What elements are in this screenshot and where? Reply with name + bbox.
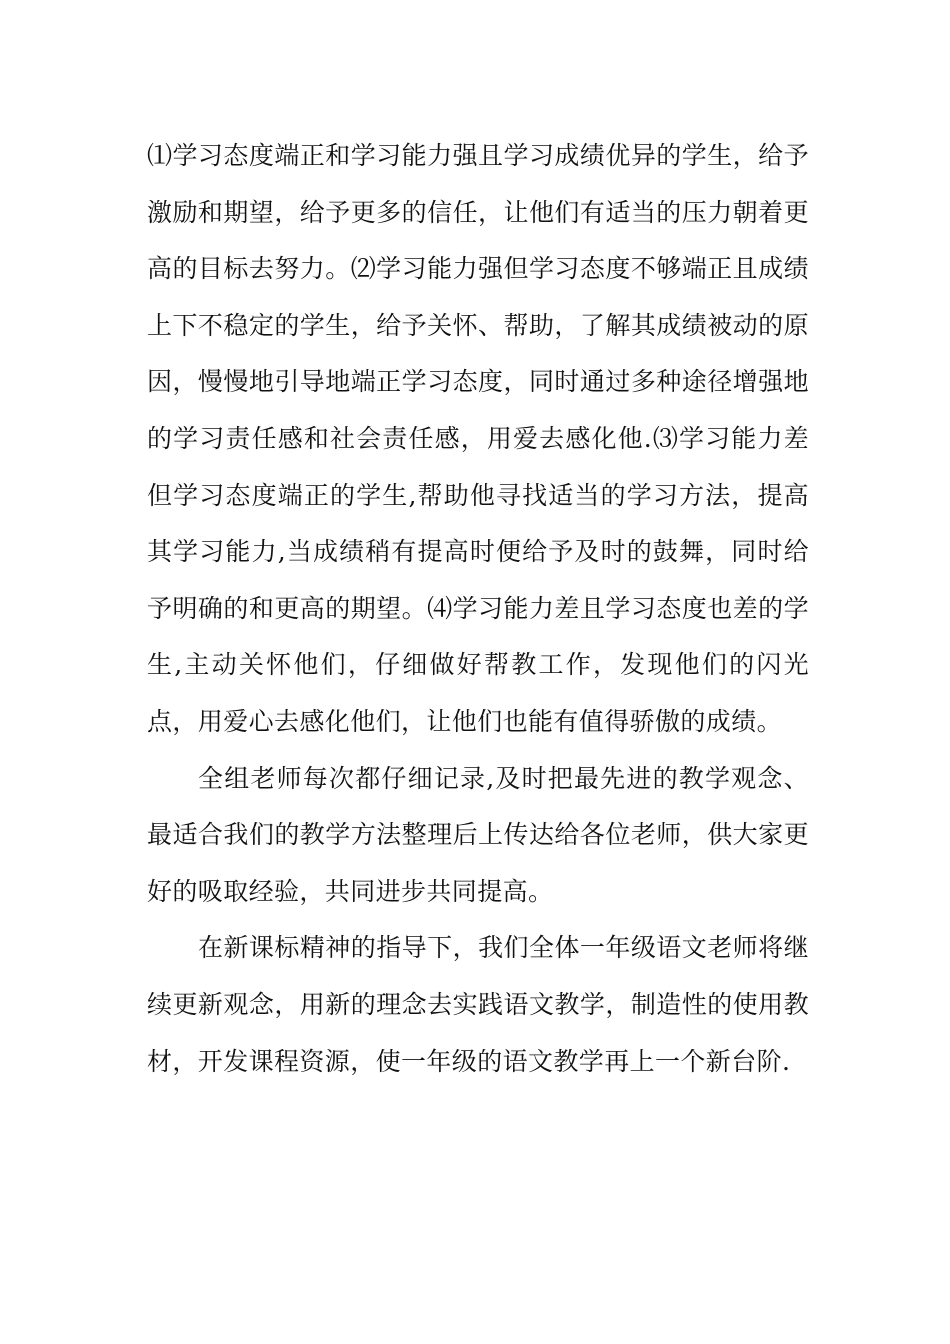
paragraph-teacher-records: 全组老师每次都仔细记录,及时把最先进的教学观念、最适合我们的教学方法整理后上传达给各位老师，供大家更好的吸取经验，共同进步共同提高。 [147,763,809,906]
paragraph-student-categories: ⑴学习态度端正和学习能力强且学习成绩优异的学生，给予激励和期望，给予更多的信任，让他们有适当的压力朝着更高的目标去努力。⑵学习能力强但学习态度不够端正且成绩上下不稳定的学生，给予关怀、帮助，了解其成绩被动的原因，慢慢地引导地端正学习态度，同时通过多种途径增强地的学习责任感和社会责任感，用爱去感化他.⑶学习能力差但学习态度端正的学生,帮助他寻找适当的学习方法，提高其学习能力,当成绩稍有提高时便给予及时的鼓舞，同时给予明确的和更高的期望。⑷学习能力差且学习态度也差的学生,主动关怀他们，仔细做好帮教工作，发现他们的闪光点，用爱心去感化他们，让他们也能有值得骄傲的成绩。 [147,141,809,736]
document-body [147,128,809,1090]
paragraph-new-curriculum: 在新课标精神的指导下，我们全体一年级语文老师将继续更新观念，用新的理念去实践语文教学，制造性的使用教材，开发课程资源，使一年级的语文教学再上一个新台阶. [147,933,809,1076]
